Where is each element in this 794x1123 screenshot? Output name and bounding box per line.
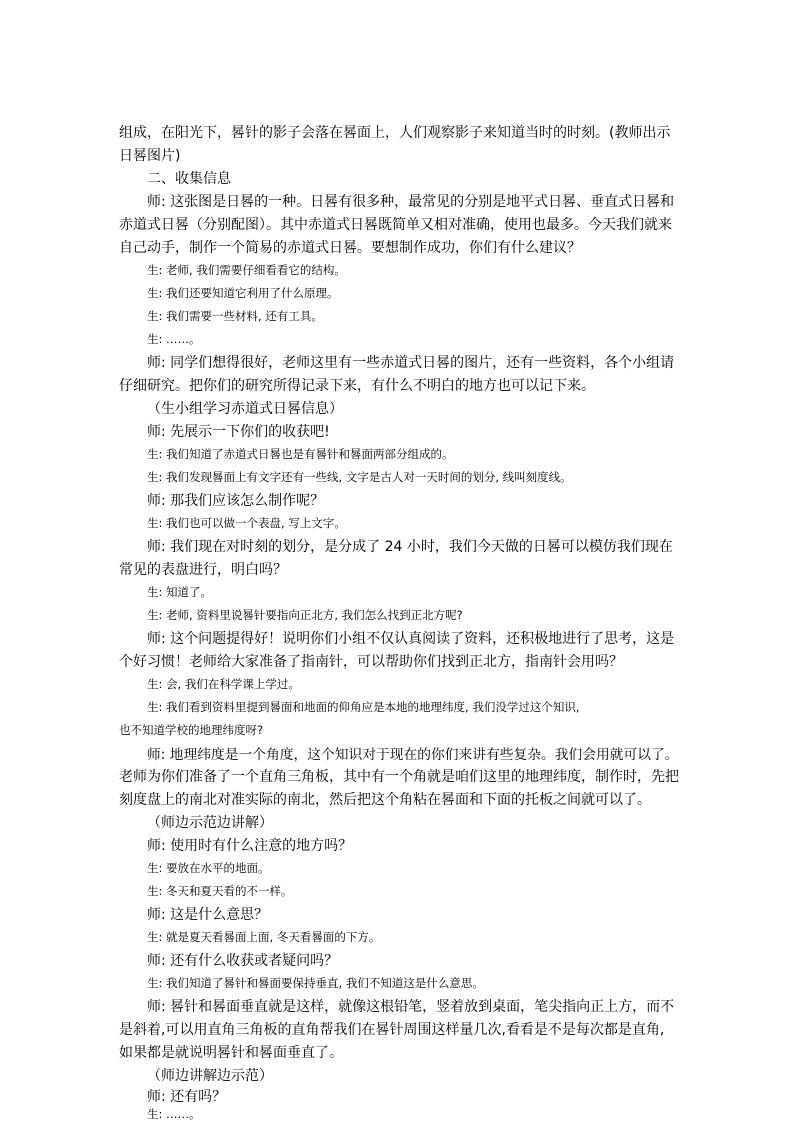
teacher-line: 师: 还有什么收获或者疑问吗？ — [147, 953, 339, 969]
student-line: 生: 我们还要知道它利用了什么原理。 — [147, 286, 339, 300]
student-line: 生: 我们知道了赤道式日晷也是有晷针和晷面两部分组成的。 — [147, 447, 454, 461]
teacher-line: 师: 地理纬度是一个角度，这个知识对于现在的你们来讲有些复杂。我们会用就可以了。 — [147, 747, 679, 763]
student-line: 生: 就是夏天看晷面上面, 冬天看晷面的下方。 — [147, 930, 381, 944]
student-line: 生: 我们发现晷面上有文字还有一些线, 文字是古人对一天时间的划分, 线叫刻度线。 — [147, 470, 572, 484]
student-line: 生: 会, 我们在科学课上学过。 — [147, 677, 300, 691]
student-line: 生: 冬天和夏天看的不一样。 — [147, 884, 293, 898]
stage-direction: （师边示范边讲解） — [147, 815, 273, 831]
paragraph-line: 日晷图片) — [119, 148, 181, 164]
student-line: 生: ……。 — [147, 332, 201, 346]
paragraph-line: 仔细研究。把你们的研究所得记录下来，有什么不明白的地方也可以记下来。 — [119, 378, 595, 394]
student-line: 生: 我们需要一些材料, 还有工具。 — [147, 309, 323, 323]
paragraph-line: 刻度盘上的南北对准实际的南北，然后把这个角粘在晷面和下面的托板之间就可以了。 — [119, 792, 651, 808]
paragraph-line: 赤道式日晷（分别配图）。其中赤道式日晷既简单又相对准确，使用也最多。今天我们就来 — [119, 217, 672, 233]
section-heading: 二、收集信息 — [147, 171, 231, 187]
teacher-line: 师: 先展示一下你们的收获吧! — [147, 424, 330, 440]
teacher-line: 师: 这个问题提得好！说明你们小组不仅认真阅读了资料，还积极地进行了思考，这是 — [147, 631, 675, 647]
student-line: 生: 我们知道了晷针和晷面要保持垂直, 我们不知道这是什么意思。 — [147, 976, 484, 990]
stage-direction: （生小组学习赤道式日晷信息） — [147, 401, 343, 417]
student-line: 生: 我们看到资料里提到晷面和地面的仰角应是本地的地理纬度, 我们没学过这个知识, — [147, 700, 580, 714]
teacher-line: 师: 同学们想得很好，老师这里有一些赤道式日晷的图片，还有一些资料，各个小组请 — [147, 355, 675, 371]
paragraph-line: 老师为你们准备了一个直角三角板，其中有一个角就是咱们这里的地理纬度，制作时，先把 — [119, 769, 679, 785]
paragraph-line: 组成，在阳光下，晷针的影子会落在晷面上，人们观察影子来知道当时的时刻。(教师出示 — [119, 125, 671, 141]
teacher-line: 师: 使用时有什么注意的地方吗？ — [147, 838, 353, 854]
student-line: 生: 要放在水平的地面。 — [147, 861, 270, 875]
student-line: 生: ……。 — [147, 1107, 201, 1121]
student-line: 生: 老师, 资料里说晷针要指向正北方, 我们怎么找到正北方呢? — [147, 608, 463, 622]
paragraph-line: 自己动手，制作一个简易的赤道式日晷。要想制作成功，你们有什么建议？ — [119, 240, 581, 256]
paragraph-line: 常见的表盘进行，明白吗？ — [119, 562, 287, 578]
paragraph-line: 也不知道学校的地理纬度呀? — [119, 723, 264, 737]
teacher-line: 师: 这张图是日晷的一种。日晷有很多种，最常见的分别是地平式日晷、垂直式日晷和 — [147, 194, 675, 210]
stage-direction: （师边讲解边示范） — [147, 1068, 273, 1084]
teacher-line: 师: 我们现在对时刻的划分，是分成了 24 小时，我们今天做的日晷可以模仿我们现在 — [147, 539, 673, 555]
student-line: 生: 老师, 我们需要仔细看看它的结构。 — [147, 263, 346, 277]
paragraph-line: 是斜着,可以用直角三角板的直角帮我们在晷针周围这样量几次,看看是不是每次都是直角, — [119, 1022, 665, 1038]
teacher-line: 师: 这是什么意思？ — [147, 907, 269, 923]
teacher-line: 师: 晷针和晷面垂直就是这样，就像这根铅笔，竖着放到桌面，笔尖指向正上方，而不 — [147, 999, 675, 1015]
paragraph-line: 如果都是就说明晷针和晷面垂直了。 — [119, 1045, 343, 1061]
teacher-line: 师: 那我们应该怎么制作呢？ — [147, 493, 325, 509]
teacher-line: 师: 还有吗？ — [147, 1089, 227, 1105]
document-page — [119, 0, 679, 1123]
student-line: 生: 知道了。 — [147, 585, 213, 599]
student-line: 生: 我们也可以做一个表盘, 写上文字。 — [147, 516, 346, 530]
paragraph-line: 个好习惯！老师给大家准备了指南针，可以帮助你们找到正北方，指南针会用吗？ — [119, 654, 623, 670]
